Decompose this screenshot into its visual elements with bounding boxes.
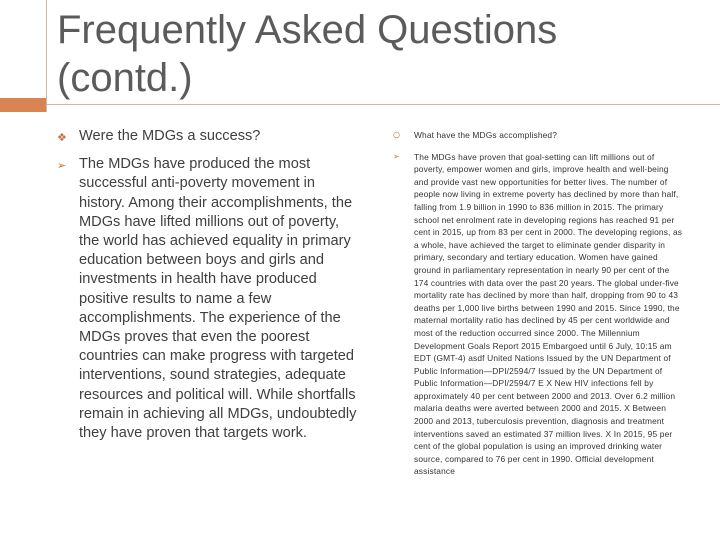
diamond-bullet-icon: ❖	[57, 131, 67, 144]
arrow-bullet-icon: ➢	[57, 159, 67, 173]
left-question-text: Were the MDGs a success?	[79, 128, 261, 144]
circle-bullet-icon: ○	[393, 130, 401, 139]
right-answer-text: The MDGs have proven that goal-setting can lift millions out of poverty, empower women and girls, improve health and well-being and provide vast new opportunities for better lives. The number of people now living in extreme poverty has declined by more than half, falling from 1.9 billion in 1990 to 836 million in 2015. The primary school net enrolment rate in developing regions has reached 91 per cent in 2015, up from 83 per cent in 2000. The developing regions, as a whole, have achieved the target to eliminate gender disparity in primary, secondary and tertiary education. Women have gained ground in parliamentary representation in nearly 90 per cent of the 174 countries with data over the past 20 years. The global under-five mortality rate has declined by more than half, dropping from 90 to 43 deaths per 1,000 live births between 1990 and 2015. Since 1990, the maternal mortality ratio has declined by 45 per cent worldwide and most of the reduction occurred since 2000. The Millennium Development Goals Report 2015 Embargoed until 6 July, 10:15 am EDT (GMT-4) asdf United Nations Issued by the UN Department of Public Information—DPI/2594/7 Issued by the UN Department of Public Information—DPI/2594/7 E X New HIV infections fell by approximately 40 per cent between 2000 and 2013. Over 6.2 million malaria deaths were averted between 2000 and 2015. X Between 2000 and 2013, tuberculosis prevention, diagnosis and treatment interventions saved an estimated 37 million lives. X In 2015, 95 per cent of the global population is using an improved drinking water source, compared to 76 per cent in 1990. Official development assistance	[414, 151, 683, 477]
header-horizontal-rule	[46, 104, 720, 105]
header-vertical-rule	[46, 0, 47, 112]
right-question-item	[393, 129, 683, 142]
right-answer-item	[393, 151, 683, 478]
accent-bar	[0, 98, 46, 112]
right-question-text: What have the MDGs accomplished?	[414, 130, 558, 140]
slide-title: Frequently Asked Questions (contd.)	[57, 8, 558, 100]
arrow-bullet-icon: ➢	[393, 151, 400, 161]
left-column	[57, 127, 357, 443]
right-column	[393, 129, 683, 478]
left-answer-text: The MDGs have produced the most successful anti-poverty movement in history. Among their accomplishments, the MDGs have lifted millions out of poverty, the world has achieved equality in primary education between boys and girls and investments in health have produced positive results to name a few accomplishments. The experience of the MDGs proves that even the poorest countries can make progress with targeted interventions, sound strategies, adequate resources and political will. While shortfalls remain in achieving all MDGs, undoubtedly they have proven that targets work.	[79, 156, 357, 442]
left-answer-item	[57, 155, 357, 443]
left-question-item	[57, 127, 357, 146]
